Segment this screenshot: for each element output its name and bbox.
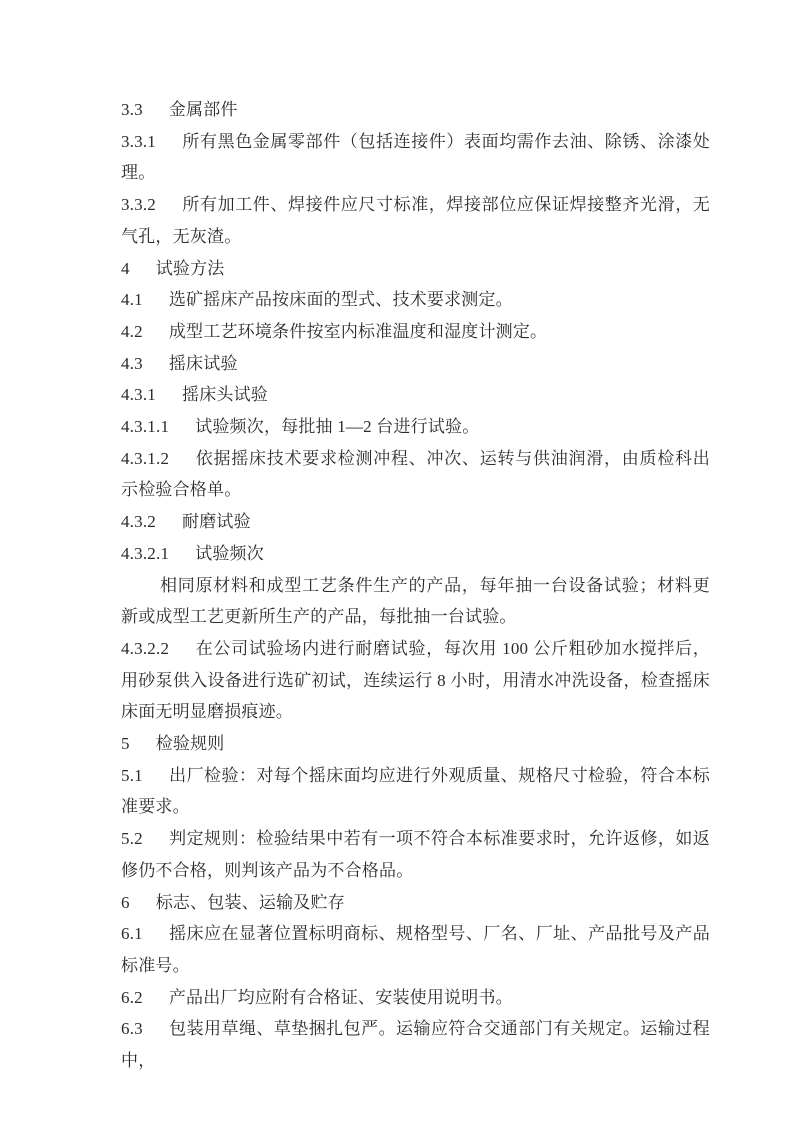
paragraph-text: 试验频次 bbox=[195, 543, 264, 563]
paragraph bbox=[121, 443, 710, 506]
section-heading bbox=[121, 887, 710, 919]
paragraph-text: 所有加工件、焊接件应尺寸标准，焊接部位应保证焊接整齐光滑，无气孔，无灰渣。 bbox=[121, 195, 710, 246]
section-number: 4.3.1 bbox=[121, 385, 156, 405]
section-number: 4.3.2 bbox=[121, 512, 156, 532]
paragraph-text: 检验规则 bbox=[155, 734, 225, 754]
paragraph-text: 成型工艺环境条件按室内标准温度和湿度计测定。 bbox=[168, 321, 548, 341]
paragraph-text: 选矿摇床产品按床面的型式、技术要求测定。 bbox=[168, 290, 513, 310]
section-heading bbox=[121, 506, 710, 538]
section-number: 4.3.2.1 bbox=[121, 543, 170, 563]
paragraph-text: 摇床试验 bbox=[168, 353, 238, 373]
section-number: 6 bbox=[121, 892, 130, 912]
section-heading bbox=[121, 348, 710, 380]
paragraph bbox=[121, 411, 710, 443]
section-number: 4.1 bbox=[121, 290, 143, 310]
section-heading bbox=[121, 94, 710, 126]
paragraph bbox=[121, 760, 710, 823]
paragraph bbox=[121, 316, 710, 348]
paragraph bbox=[121, 1013, 710, 1076]
section-number: 6.3 bbox=[121, 1019, 143, 1039]
section-number: 3.3.2 bbox=[121, 195, 156, 215]
paragraph-text: 依据摇床技术要求检测冲程、冲次、运转与供油润滑，由质检科出示检验合格单。 bbox=[121, 448, 710, 500]
section-number: 4.3.1.1 bbox=[121, 417, 170, 437]
section-heading bbox=[121, 538, 710, 570]
document-body bbox=[121, 94, 710, 1077]
paragraph bbox=[121, 126, 710, 189]
paragraph-text: 相同原材料和成型工艺条件生产的产品，每年抽一台设备试验；材料更新或成型工艺更新所生产的产品，每批抽一台试验。 bbox=[121, 575, 710, 627]
paragraph bbox=[121, 982, 710, 1014]
paragraph-text: 摇床头试验 bbox=[182, 385, 268, 405]
section-number: 5.2 bbox=[121, 829, 143, 849]
section-number: 6.1 bbox=[121, 924, 143, 944]
section-number: 4.3.1.2 bbox=[121, 448, 170, 468]
section-number: 4.2 bbox=[121, 321, 143, 341]
paragraph bbox=[121, 284, 710, 316]
section-number: 3.3.1 bbox=[121, 131, 156, 151]
paragraph-text: 试验方法 bbox=[155, 258, 225, 278]
paragraph-text: 金属部件 bbox=[168, 100, 238, 119]
section-number: 3.3 bbox=[121, 100, 143, 119]
section-heading bbox=[121, 379, 710, 411]
section-number: 4 bbox=[121, 258, 130, 278]
section-number: 4.3.2.2 bbox=[121, 638, 170, 658]
paragraph-text: 出厂检验：对每个摇床面均应进行外观质量、规格尺寸检验，符合本标准要求。 bbox=[121, 765, 710, 817]
paragraph bbox=[121, 823, 710, 886]
section-number: 5 bbox=[121, 734, 130, 754]
paragraph bbox=[121, 570, 710, 633]
paragraph-text: 标志、包装、运输及贮存 bbox=[155, 892, 345, 912]
section-heading bbox=[121, 728, 710, 760]
paragraph-text: 耐磨试验 bbox=[182, 512, 251, 532]
paragraph-text: 所有黑色金属零部件（包括连接件）表面均需作去油、除锈、涂漆处理。 bbox=[121, 131, 710, 183]
paragraph-text: 判定规则：检验结果中若有一项不符合本标准要求时，允许返修，如返修仍不合格，则判该产品为不合格品。 bbox=[121, 829, 710, 880]
section-number: 4.3 bbox=[121, 353, 143, 373]
paragraph-text: 产品出厂均应附有合格证、安装使用说明书。 bbox=[168, 987, 513, 1007]
paragraph-text: 包装用草绳、草垫捆扎包严。运输应符合交通部门有关规定。运输过程中， bbox=[121, 1019, 710, 1071]
paragraph bbox=[121, 918, 710, 981]
section-number: 5.1 bbox=[121, 765, 143, 785]
section-number: 6.2 bbox=[121, 987, 143, 1007]
paragraph bbox=[121, 189, 710, 252]
paragraph bbox=[121, 633, 710, 728]
paragraph-text: 摇床应在显著位置标明商标、规格型号、厂名、厂址、产品批号及产品标准号。 bbox=[121, 924, 710, 975]
section-heading bbox=[121, 253, 710, 285]
paragraph-text: 在公司试验场内进行耐磨试验，每次用 100 公斤粗砂加水搅拌后，用砂泵供入设备进行选矿初试，连续运行 8 小时，用清水冲洗设备，检查摇床床面无明显磨损痕迹。 bbox=[121, 638, 710, 722]
paragraph-text: 试验频次，每批抽 1—2 台进行试验。 bbox=[195, 417, 480, 437]
